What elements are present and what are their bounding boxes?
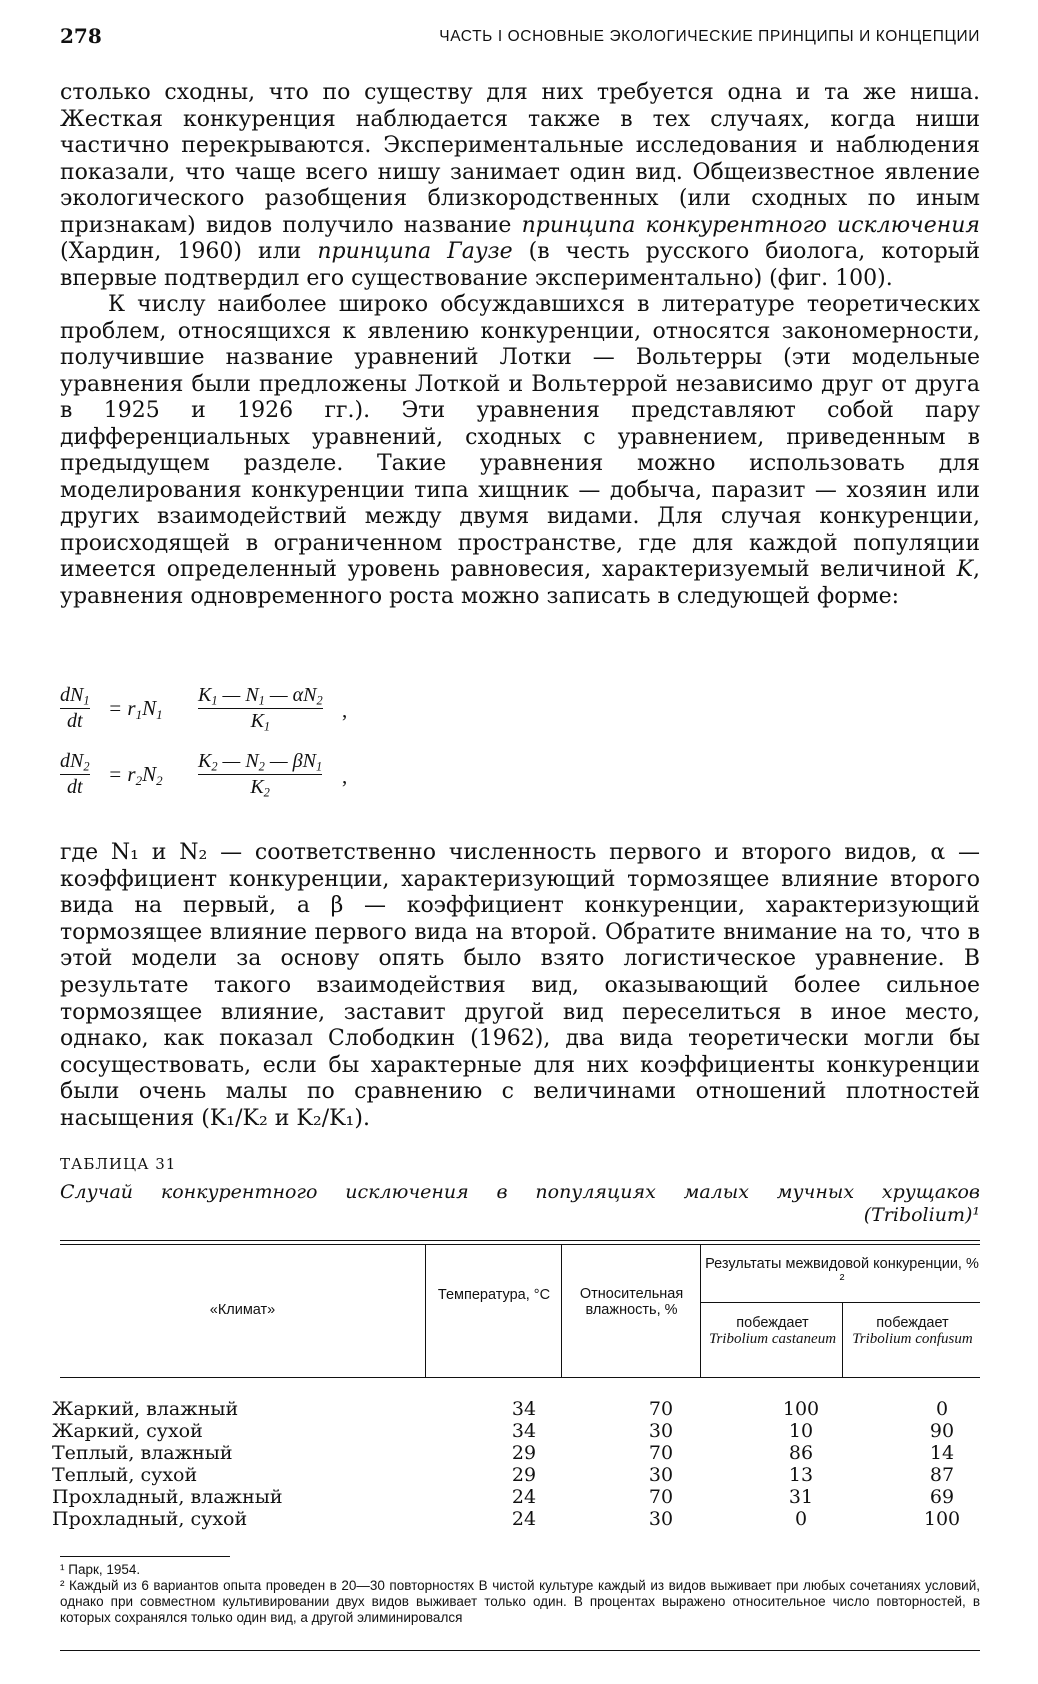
- symbol-k: K: [956, 557, 973, 582]
- equation-1: $dN_1$ dt = $r_1N_1$ $K_1$ — $N_1$ — $\alpha N_2$ $K_1$ ,: [60, 684, 348, 734]
- cell-temperature: 24: [511, 1508, 537, 1530]
- paragraph-1-text-b: (Хардин, 1960) или: [60, 239, 318, 264]
- table-row: [52, 1442, 982, 1464]
- paragraph-2: [60, 292, 980, 610]
- footnote-divider: [60, 1556, 230, 1557]
- table-row: [52, 1464, 982, 1486]
- castaneum-wins-label: побеждает: [736, 1315, 809, 1331]
- equation-2: $dN_2$ dt = $r_2N_2$ $K_2$ — $N_2$ — $\beta N_1$ $K_2$ ,: [60, 750, 348, 800]
- eq1-derivative: $dN_1$ dt: [60, 684, 90, 732]
- paragraph-3: где N₁ и N₂ — соответственно численность первого и второго видов, α — коэффициент конкуренции, характеризующий тормозящее влияние второго вида на первый, а β — коэффициент конкуренции, характеризующий тормозящее влияние первого вида на второй. Обратите внимание на то, что в этой модели за основу опять было взято логистическое уравнение. В результате такого взаимодействия вид, оказывающий более сильное тормозящее влияние, заставит другой вид переселиться в иное место, однако, как показал Слободкин (1962), два вида теоретически могли бы сосуществовать, если бы характерные для них коэффициенты конкуренции были очень малы по сравнению с величинами отношений плотностей насыщения (K₁/K₂ и K₂/K₁).: [60, 840, 980, 1131]
- footnote-2: ² Каждый из 6 вариантов опыта проведен в 20—30 повторностях В чистой культуре каждый из видов выживает при любых сочетаниях условий, однако при совместном культивировании двух видов выживает только один. В процентах выражено относительное число повторностей, в которых сохранялся только один вид, а другой элиминировался: [60, 1578, 980, 1625]
- term-competitive-exclusion: принципа конкурентного исключения: [521, 212, 980, 238]
- table-row: [52, 1486, 982, 1508]
- col-header-climate: «Климат»: [209, 1302, 276, 1318]
- paragraph-2-text-a: К числу наиболее широко обсуждавшихся в литературе теоретических проблем, относящихся к явлению конкуренции, относятся закономерности, получившие название уравнений Лотки — Вольтерры (эти модельные уравнения были предложены Лоткой и Вольтеррой независимо друг от друга в 1925 и 1926 гг.). Эти уравнения представляют собой пару дифференциальных уравнений, сходных с уравнением, приведенным в предыдущем разделе. Такие уравнения можно использовать для моделирования конкуренции типа хищник — добыча, паразит — хозяин или других взаимодействий между двумя видами. Для случая конкуренции, происходящей в ограниченном пространстве, где для каждой популяции имеется определенный уровень равновесия, характеризуемый величиной: [60, 292, 980, 582]
- main-text-continued: [60, 840, 980, 1133]
- paragraph-2-text-b: , уравнения одновременного роста можно записать в следующей форме:: [60, 557, 980, 609]
- confusum-wins-label: побеждает: [876, 1315, 949, 1331]
- table-row: [52, 1398, 982, 1420]
- cell-humidity: 30: [648, 1464, 674, 1486]
- eq2-fraction: $K_2$ — $N_2$ — $\beta N_1$ $K_2$: [198, 750, 323, 800]
- lotka-volterra-equations: [60, 684, 560, 834]
- running-title: ЧАСТЬ I ОСНОВНЫЕ ЭКОЛОГИЧЕСКИЕ ПРИНЦИПЫ И КОНЦЕПЦИИ: [439, 28, 980, 45]
- cell-climate: Жаркий, влажный: [52, 1398, 239, 1420]
- page-header: [60, 24, 980, 54]
- footnote-1: ¹ Парк, 1954.: [60, 1562, 141, 1577]
- castaneum-species-name: Tribolium castaneum: [708, 1331, 837, 1347]
- cell-humidity: 70: [648, 1398, 674, 1420]
- cell-castaneum: 0: [794, 1508, 808, 1530]
- cell-castaneum: 31: [788, 1486, 814, 1508]
- paragraph-1-text-a: столько сходны, что по существу для них требуется одна и та же ниша. Жесткая конкуренция наблюдается также в тех случаях, когда ниши частично перекрываются. Экспериментальные исследования и наблюдения показали, что чаще всего нишу занимает один вид. Общеизвестное явление экологического разобщения близкородственных (или сходных по иным признакам) видов получило название: [60, 80, 980, 238]
- table-row: [52, 1508, 982, 1530]
- cell-confusum: 100: [923, 1508, 961, 1530]
- table-row: [52, 1420, 982, 1442]
- cell-confusum: 69: [929, 1486, 955, 1508]
- eq2-derivative: $dN_2$ dt: [60, 750, 90, 798]
- col-header-humidity: Относительная влажность, %: [579, 1286, 684, 1318]
- cell-castaneum: 100: [782, 1398, 820, 1420]
- paragraph-1-text-c: (в честь русского биолога, который впервые подтвердил его существование экспериментально) (фиг. 100).: [60, 239, 980, 291]
- cell-climate: Прохладный, влажный: [52, 1486, 283, 1508]
- table-title: Случай конкурентного исключения в популяциях малых мучных хрущаков: [60, 1181, 980, 1203]
- cell-climate: Теплый, влажный: [52, 1442, 233, 1464]
- col-header-temperature: Температура, °С: [437, 1287, 551, 1303]
- paragraph-1: [60, 80, 980, 292]
- col-header-results: Результаты межвидовой конкуренции, % ²: [705, 1256, 979, 1288]
- cell-castaneum: 13: [788, 1464, 814, 1486]
- cell-temperature: 24: [511, 1486, 537, 1508]
- cell-climate: Жаркий, сухой: [52, 1420, 203, 1442]
- cell-castaneum: 86: [788, 1442, 814, 1464]
- cell-temperature: 29: [511, 1464, 537, 1486]
- cell-humidity: 30: [648, 1508, 674, 1530]
- cell-temperature: 29: [511, 1442, 537, 1464]
- page-number: 278: [60, 24, 102, 48]
- cell-climate: Прохладный, сухой: [52, 1508, 248, 1530]
- eq1-fraction: $K_1$ — $N_1$ — $\alpha N_2$ $K_1$: [198, 684, 323, 734]
- cell-confusum: 0: [935, 1398, 949, 1420]
- cell-temperature: 34: [511, 1420, 537, 1442]
- term-gause-principle: принципа Гаузе: [317, 239, 513, 264]
- cell-confusum: 14: [929, 1442, 955, 1464]
- col-header-confusum: [845, 1315, 980, 1347]
- main-text: [60, 80, 980, 610]
- table-title-genus: (Tribolium)¹: [863, 1204, 980, 1226]
- cell-temperature: 34: [511, 1398, 537, 1420]
- cell-humidity: 70: [648, 1442, 674, 1464]
- page-bottom-rule: [60, 1650, 980, 1651]
- cell-castaneum: 10: [788, 1420, 814, 1442]
- table-label: ТАБЛИЦА 31: [60, 1155, 177, 1173]
- cell-climate: Теплый, сухой: [52, 1464, 198, 1486]
- cell-humidity: 30: [648, 1420, 674, 1442]
- confusum-species-name: Tribolium confusum: [852, 1331, 973, 1347]
- cell-confusum: 90: [929, 1420, 955, 1442]
- col-header-castaneum: [703, 1315, 842, 1347]
- cell-confusum: 87: [929, 1464, 955, 1486]
- cell-humidity: 70: [648, 1486, 674, 1508]
